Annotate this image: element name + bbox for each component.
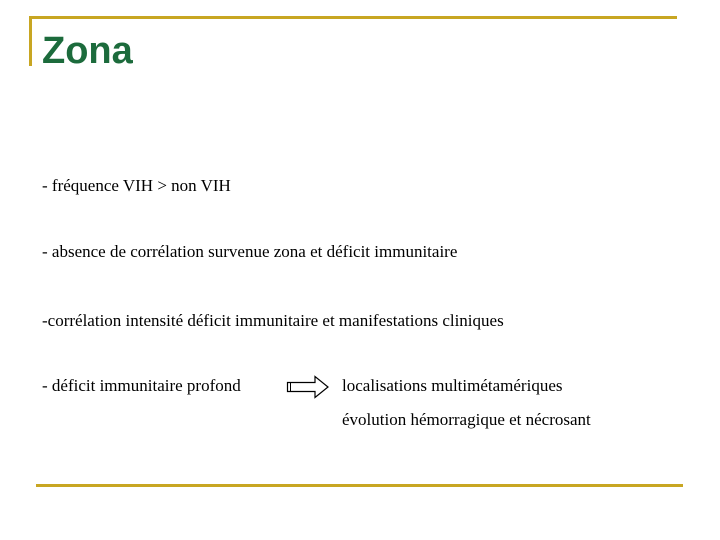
- bullet-correlation-intensity: -corrélation intensité déficit immunitaire et manifestations cliniques: [42, 311, 504, 330]
- frame-left-border: [29, 16, 32, 66]
- bullet-deep-deficit: - déficit immunitaire profond: [42, 376, 241, 395]
- consequence-evolution: évolution hémorragique et nécrosant: [342, 410, 591, 429]
- frame-bottom-border: [36, 484, 683, 487]
- consequence-localisations: localisations multimétamériques: [342, 376, 563, 395]
- bullet-frequency: - fréquence VIH > non VIH: [42, 176, 231, 195]
- right-double-arrow-icon: [286, 375, 330, 399]
- frame-top-border: [29, 16, 677, 19]
- slide-title: Zona: [42, 30, 133, 72]
- bullet-no-correlation: - absence de corrélation survenue zona et déficit immunitaire: [42, 242, 458, 261]
